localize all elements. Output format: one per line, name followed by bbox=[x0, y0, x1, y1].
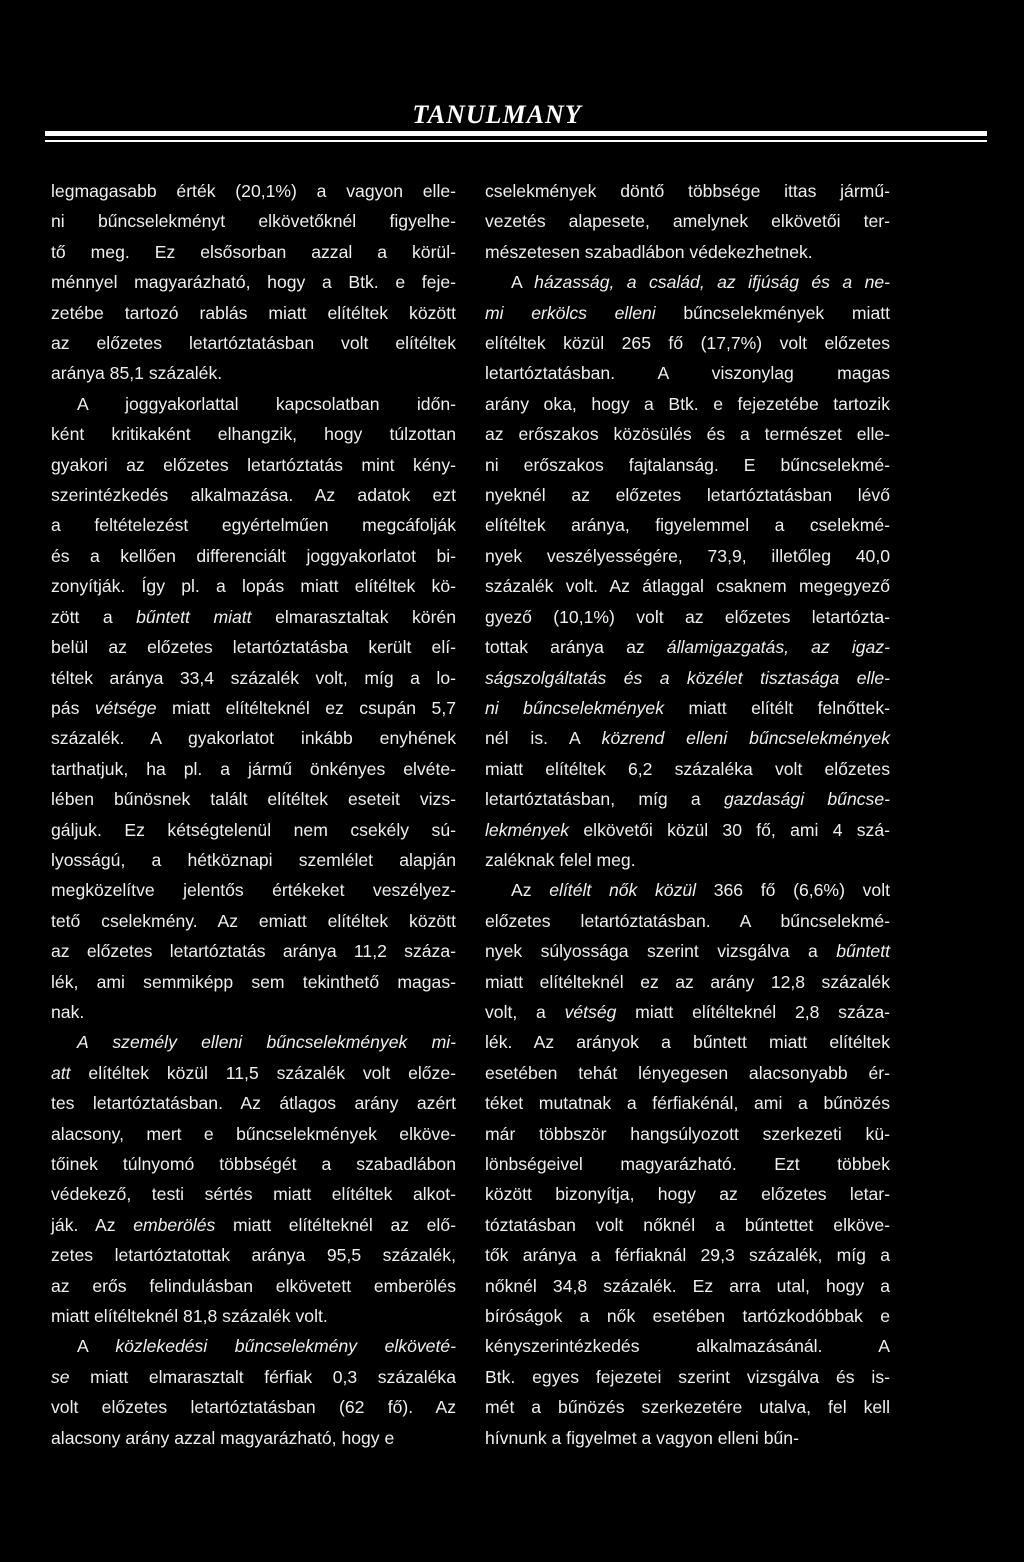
text-line: tarthatjuk, ha pl. a jármű önkényes elvéte- bbox=[51, 758, 456, 779]
text-line: ni bűncselekmények miatt elítélt felnőttek- bbox=[485, 697, 890, 718]
text-line: volt előzetes letartóztatásban (62 fő). Az bbox=[51, 1397, 456, 1418]
text-line: gáljuk. Ez kétségtelenül nem csekély sú- bbox=[51, 819, 456, 840]
text-line: tők aránya a férfiaknál 29,3 százalék, míg a bbox=[485, 1245, 890, 1266]
text-line: tető cselekmény. Az emiatt elítéltek között bbox=[51, 910, 456, 931]
text-line: lyosságú, a hétköznapi szemlélet alapján bbox=[51, 849, 456, 870]
text-line: esetében tehát lényegesen alacsonyabb ér- bbox=[485, 1062, 890, 1083]
text-line: nyek veszélyességére, 73,9, illetőleg 40,0 bbox=[485, 545, 890, 566]
text-line: gyakori az előzetes letartóztatás mint kény- bbox=[51, 454, 456, 475]
text-line: ni bűncselekményt elkövetőknél figyelhe- bbox=[51, 211, 456, 232]
text-line: cselekmények döntő többsége ittas jármű- bbox=[485, 181, 890, 201]
text-line: az erős felindulásban elkövetett emberölés bbox=[51, 1275, 456, 1296]
text-line: letartóztatásban. A viszonylag magas bbox=[485, 363, 890, 384]
text-line: vezetés alapesete, amelynek elkövetői ter- bbox=[485, 211, 890, 232]
text-line: belül az előzetes letartóztatásba került elí- bbox=[51, 637, 456, 658]
text-line: megközelítve jelentős értékeket veszélyez- bbox=[51, 880, 456, 901]
text-line: ként kritikaként elhangzik, hogy túlzottan bbox=[51, 424, 456, 445]
text-line: lék, ami semmiképp sem tekinthető magas- bbox=[51, 971, 456, 992]
text-line: se miatt elmarasztalt férfiak 0,3 százaléka bbox=[51, 1366, 456, 1387]
text-line: pás vétsége miatt elítélteknél ez csupán 5,7 bbox=[51, 697, 456, 718]
text-line: miatt elítélteknél ez az arány 12,8 százalék bbox=[485, 971, 890, 992]
header-rule-thin bbox=[45, 140, 987, 142]
text-line: volt, a vétség miatt elítélteknél 2,8 száza- bbox=[485, 1001, 890, 1022]
text-line: mi erkölcs elleni bűncselekmények miatt bbox=[485, 302, 891, 323]
text-line: tóztatásban volt nőknél a bűntettet elköve- bbox=[485, 1214, 890, 1235]
text-line: gyező (10,1%) volt az előzetes letartózta- bbox=[485, 606, 890, 627]
text-line: aránya 85,1 százalék. bbox=[51, 363, 223, 384]
text-line: a feltételezést egyértelműen megcáfolják bbox=[51, 515, 456, 536]
text-line: hívnunk a figyelmet a vagyon elleni bűn- bbox=[485, 1427, 799, 1448]
text-line: elítéltek aránya, figyelemmel a cselekmé- bbox=[485, 515, 890, 536]
text-line: százalék volt. Az átlaggal csaknem megegyező bbox=[485, 576, 890, 597]
text-line: ni erőszakos fajtalanság. E bűncselekmé- bbox=[485, 454, 890, 475]
text-line: lekmények elkövetői közül 30 fő, ami 4 szá- bbox=[485, 819, 890, 840]
left-column bbox=[51, 176, 456, 1453]
text-line: arány oka, hogy a Btk. e fejezetébe tartozik bbox=[485, 393, 890, 414]
text-line: mét a bűnözés szerkezetére utalva, fel kell bbox=[485, 1397, 890, 1418]
text-line: lönbségeivel magyarázható. Ezt többek bbox=[485, 1154, 890, 1174]
text-line: zaléknak felel meg. bbox=[485, 849, 636, 870]
text-line: zött a bűntett miatt elmarasztaltak körén bbox=[51, 606, 456, 627]
text-line: százalék. A gyakorlatot inkább enyhének bbox=[51, 728, 456, 749]
text-line: tottak aránya az államigazgatás, az igaz- bbox=[485, 637, 890, 658]
text-line: tőinek túlnyomó többségét a szabadlábon bbox=[51, 1154, 456, 1174]
text-line: az előzetes letartóztatás aránya 11,2 száza- bbox=[51, 941, 456, 962]
text-line: zonyítják. Így pl. a lopás miatt elítéltek kö- bbox=[51, 576, 456, 597]
text-line: már többször hangsúlyozott szerkezeti kü- bbox=[485, 1123, 890, 1144]
text-line: az előzetes letartóztatásban volt elítéltek bbox=[51, 333, 456, 354]
text-line: lében bűnösnek talált elítéltek eseteit vizs- bbox=[51, 789, 456, 810]
text-line: nyeknél az előzetes letartóztatásban lévő bbox=[485, 485, 890, 506]
text-line: miatt elítélteknél 81,8 százalék volt. bbox=[51, 1306, 328, 1327]
text-line: tes letartóztatásban. Az átlagos arány azért bbox=[51, 1093, 456, 1114]
text-line: nak. bbox=[51, 1001, 85, 1022]
text-line: att elítéltek közül 11,5 százalék volt előze- bbox=[51, 1062, 456, 1083]
text-line: nyek súlyossága szerint vizsgálva a bűntett bbox=[485, 941, 890, 962]
text-line: A közlekedési bűncselekmény elköveté- bbox=[77, 1336, 457, 1357]
text-line: ménnyel magyarázható, hogy a Btk. e feje- bbox=[51, 272, 456, 293]
text-line: és a kellően differenciált joggyakorlatot bi- bbox=[51, 545, 456, 566]
text-line: kényszerintézkedés alkalmazásánál. A bbox=[485, 1336, 890, 1357]
text-line: elítéltek közül 265 fő (17,7%) volt előzetes bbox=[485, 333, 890, 354]
text-line: Az elítélt nők közül 366 fő (6,6%) volt bbox=[511, 880, 890, 901]
text-line: alacsony arány azzal magyarázható, hogy e bbox=[51, 1427, 395, 1448]
text-line: Btk. egyes fejezetei szerint vizsgálva és is- bbox=[485, 1366, 890, 1387]
text-line: nőknél 34,8 százalék. Ez arra utal, hogy a bbox=[485, 1275, 890, 1296]
text-line: ságszolgáltatás és a közélet tisztasága elle- bbox=[485, 667, 890, 688]
text-line: között bizonyítja, hogy az előzetes letar- bbox=[485, 1184, 890, 1205]
text-line: legmagasabb érték (20,1%) a vagyon elle- bbox=[51, 181, 456, 201]
text-line: A házasság, a család, az ifjúság és a ne- bbox=[511, 272, 890, 293]
text-line: nél is. A közrend elleni bűncselekmények bbox=[485, 728, 891, 749]
text-line: ják. Az emberölés miatt elítélteknél az elő- bbox=[51, 1214, 456, 1235]
text-line: mészetesen szabadlábon védekezhetnek. bbox=[485, 241, 813, 262]
text-line: szerintézkedés alkalmazása. Az adatok ezt bbox=[51, 485, 456, 506]
text-line: előzetes letartóztatásban. A bűncselekmé- bbox=[485, 910, 890, 931]
text-line: alacsony, mert e bűncselekmények elköve- bbox=[51, 1123, 456, 1144]
text-line: bíróságok a nők esetében tartózkodóbbak e bbox=[485, 1306, 890, 1327]
text-line: zetes letartóztatottak aránya 95,5 százalék, bbox=[51, 1245, 456, 1266]
text-line: téltek aránya 33,4 százalék volt, míg a lo- bbox=[51, 667, 456, 688]
text-line: tő meg. Ez elsősorban azzal a körül- bbox=[51, 241, 456, 262]
text-line: az erőszakos közösülés és a természet elle- bbox=[485, 424, 890, 445]
text-line: téket mutatnak a férfiakénál, ami a bűnözés bbox=[485, 1093, 890, 1114]
text-line: zetébe tartozó rablás miatt elítéltek között bbox=[51, 302, 456, 323]
text-line: védekező, testi sértés miatt elítéltek alkot- bbox=[51, 1184, 456, 1205]
right-column bbox=[485, 176, 890, 1453]
text-line: A joggyakorlattal kapcsolatban időn- bbox=[77, 393, 456, 414]
header-rule-thick bbox=[45, 131, 987, 136]
text-line: lék. Az arányok a bűntett miatt elítéltek bbox=[485, 1032, 890, 1053]
text-line: miatt elítéltek 6,2 százaléka volt előzetes bbox=[485, 758, 890, 779]
text-line: A személy elleni bűncselekmények mi- bbox=[77, 1032, 456, 1053]
text-line: letartóztatásban, míg a gazdasági bűncse- bbox=[485, 789, 890, 810]
section-title: TANULMANY bbox=[412, 100, 582, 129]
